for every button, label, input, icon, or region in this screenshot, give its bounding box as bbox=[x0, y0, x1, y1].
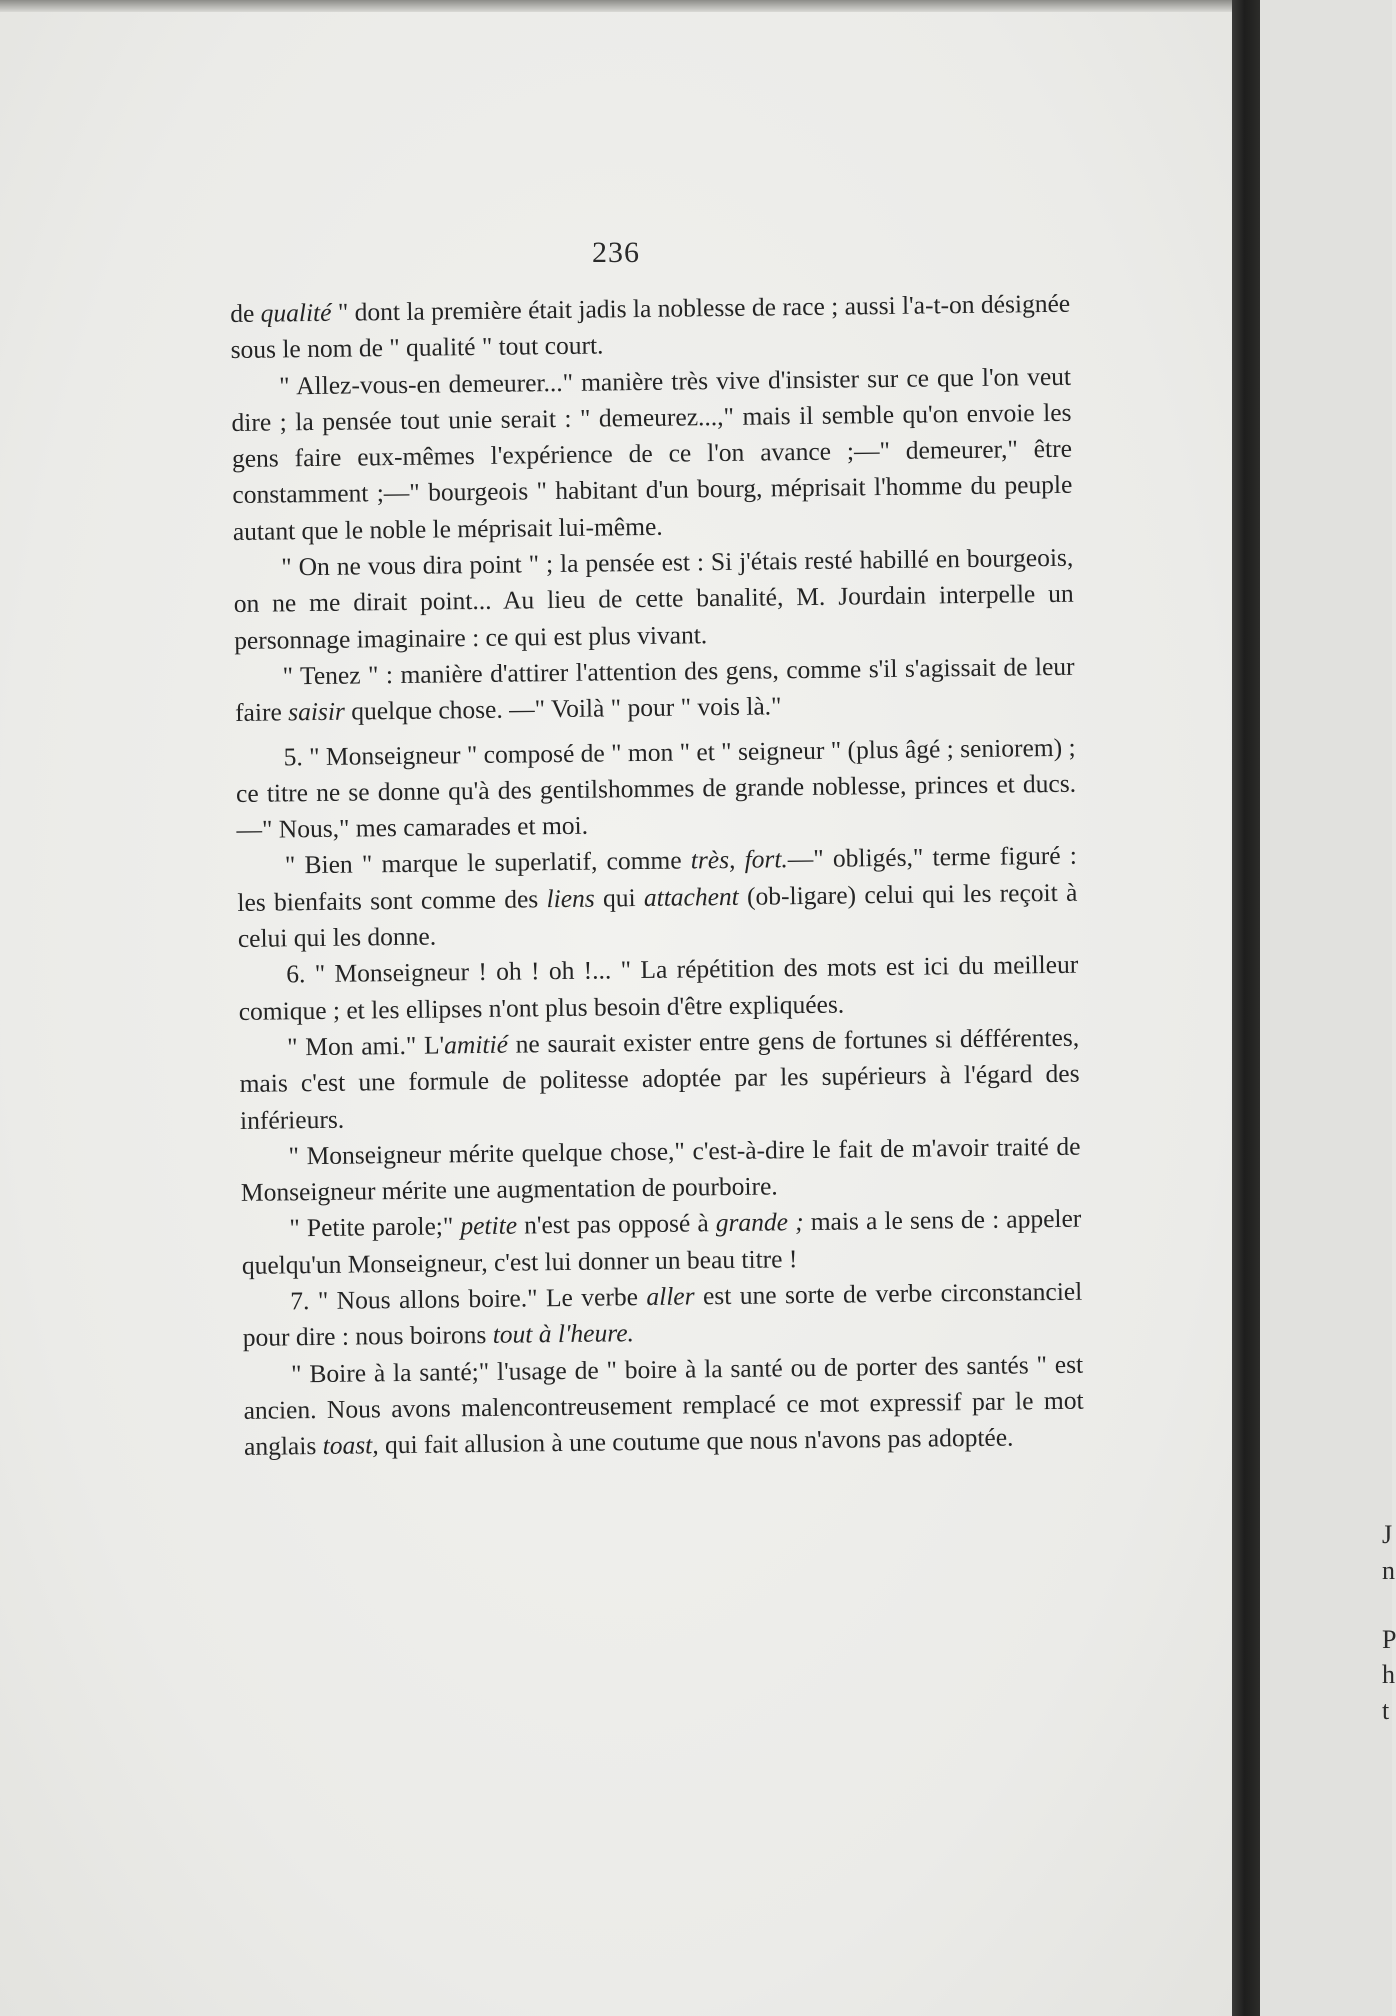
facing-page-fragment: t bbox=[1382, 1696, 1390, 1725]
text-run: " Mon ami." L' bbox=[286, 1030, 445, 1062]
text-run: n'est pas opposé à bbox=[516, 1208, 716, 1240]
italic-run: attachent bbox=[643, 881, 739, 912]
paragraph bbox=[241, 1201, 1082, 1284]
paragraph bbox=[231, 358, 1073, 550]
paragraph bbox=[237, 838, 1078, 957]
text-run: quelque chose. —" Voilà " pour " vois là." bbox=[344, 691, 782, 726]
italic-run: saisir bbox=[288, 696, 346, 727]
paragraph bbox=[243, 1346, 1084, 1465]
facing-page-fragment: P bbox=[1382, 1625, 1396, 1654]
text-run: ne saurait exister entre gens de fortunes si défférentes, mais c'est une formule de politesse adoptée par les supérieurs à l'égard des inférieurs. bbox=[239, 1022, 1080, 1135]
paragraph bbox=[238, 947, 1079, 1030]
paragraph bbox=[240, 1129, 1081, 1212]
text-run: " Petite parole;" bbox=[289, 1211, 461, 1243]
text-run: —" obligés," terme figuré : les bienfaits sont comme des bbox=[237, 841, 1078, 917]
italic-run: amitié bbox=[444, 1029, 509, 1060]
page-top-edge bbox=[0, 0, 1232, 12]
paragraph bbox=[233, 540, 1074, 659]
body-text bbox=[230, 286, 1084, 1466]
text-run: " On ne vous dira point " ; la pensée est : Si j'étais resté habillé en bourgeois, on ne me dirait point... Au lieu de cette banalité, M. Jourdain interpelle un personnage imaginaire : ce qui est plus vivant. bbox=[233, 542, 1074, 655]
text-run: " Monseigneur mérite quelque chose," c'est-à-dire le fait de m'avoir traité de Monseigneur mérite une augmentation de pourboire. bbox=[240, 1131, 1081, 1208]
text-run: " Allez-vous-en demeurer..." manière très vive d'insister sur ce que l'on veut dire ; la pensée tout unie serait : " demeurez...," mais il semble qu'on envoie les gens faire eux-mêmes l'expérience de ce l'on avance ;—" demeurer," être constamment ;—" bourgeois " habitant d'un bourg, méprisait l'homme du peuple autant que le noble le méprisait lui-même. bbox=[231, 361, 1073, 546]
italic-run: grande ; bbox=[715, 1207, 804, 1238]
italic-run: petite bbox=[460, 1210, 518, 1241]
italic-run: liens bbox=[546, 883, 595, 913]
facing-page-fragment: h bbox=[1382, 1660, 1395, 1689]
text-run: 6. " Monseigneur ! oh ! oh !... " La répétition des mots est ici du meilleur comique ; et les ellipses n'ont plus besoin d'être expliquées. bbox=[238, 950, 1079, 1026]
text-run: 5. " Monseigneur " composé de " mon " et " seigneur " (plus âgé ; seniorem) ; ce titre ne se donne qu'à des gentilshommes de grande noblesse, princes et ducs.—" Nous," mes camarades et moi. bbox=[235, 732, 1077, 845]
paragraph bbox=[239, 1020, 1080, 1139]
italic-run: tout à l'heure. bbox=[492, 1318, 635, 1350]
text-run: " Boire à la santé;" l'usage de " boire à la santé ou de porter des santés " est ancien. Nous avons malencontreusement remplacé ce mot expressif par le mot anglais bbox=[243, 1349, 1084, 1462]
italic-run: qualité bbox=[260, 297, 332, 328]
facing-page-edge bbox=[1260, 0, 1392, 2016]
facing-page-fragment: J bbox=[1382, 1520, 1393, 1549]
text-run: est une sorte de verbe circonstanciel pour dire : nous boirons bbox=[242, 1276, 1083, 1353]
italic-run: toast, bbox=[322, 1430, 379, 1461]
text-run: " Tenez " : manière d'attirer l'attention des gens, comme s'il s'agissait de leur faire bbox=[234, 651, 1075, 728]
paragraph bbox=[235, 729, 1076, 848]
facing-page-fragment: n bbox=[1382, 1556, 1395, 1585]
text-run: " Bien " marque le superlatif, comme bbox=[284, 845, 691, 880]
paragraph bbox=[234, 649, 1075, 732]
page-number: 236 bbox=[592, 236, 640, 269]
text-run: " dont la première était jadis la noblesse de race ; aussi l'a-t-on désignée sous le nom de " qualité " tout court. bbox=[230, 288, 1071, 365]
text-run: (ob-ligare) celui qui les reçoit à celui qui les donne. bbox=[237, 877, 1078, 953]
paragraph bbox=[242, 1274, 1083, 1357]
book-gutter bbox=[1232, 0, 1260, 2016]
text-run: qui fait allusion à une coutume que nous n'avons pas adoptée. bbox=[378, 1422, 1014, 1460]
text-run: qui bbox=[594, 882, 645, 913]
text-run: de bbox=[230, 298, 261, 328]
text-run: mais a le sens de : appeler quelqu'un Monseigneur, c'est lui donner un beau titre ! bbox=[241, 1204, 1082, 1280]
italic-run: aller bbox=[646, 1281, 695, 1312]
italic-run: très, fort. bbox=[690, 844, 788, 875]
text-run: 7. " Nous allons boire." Le verbe bbox=[290, 1282, 647, 1316]
paragraph bbox=[230, 286, 1071, 369]
